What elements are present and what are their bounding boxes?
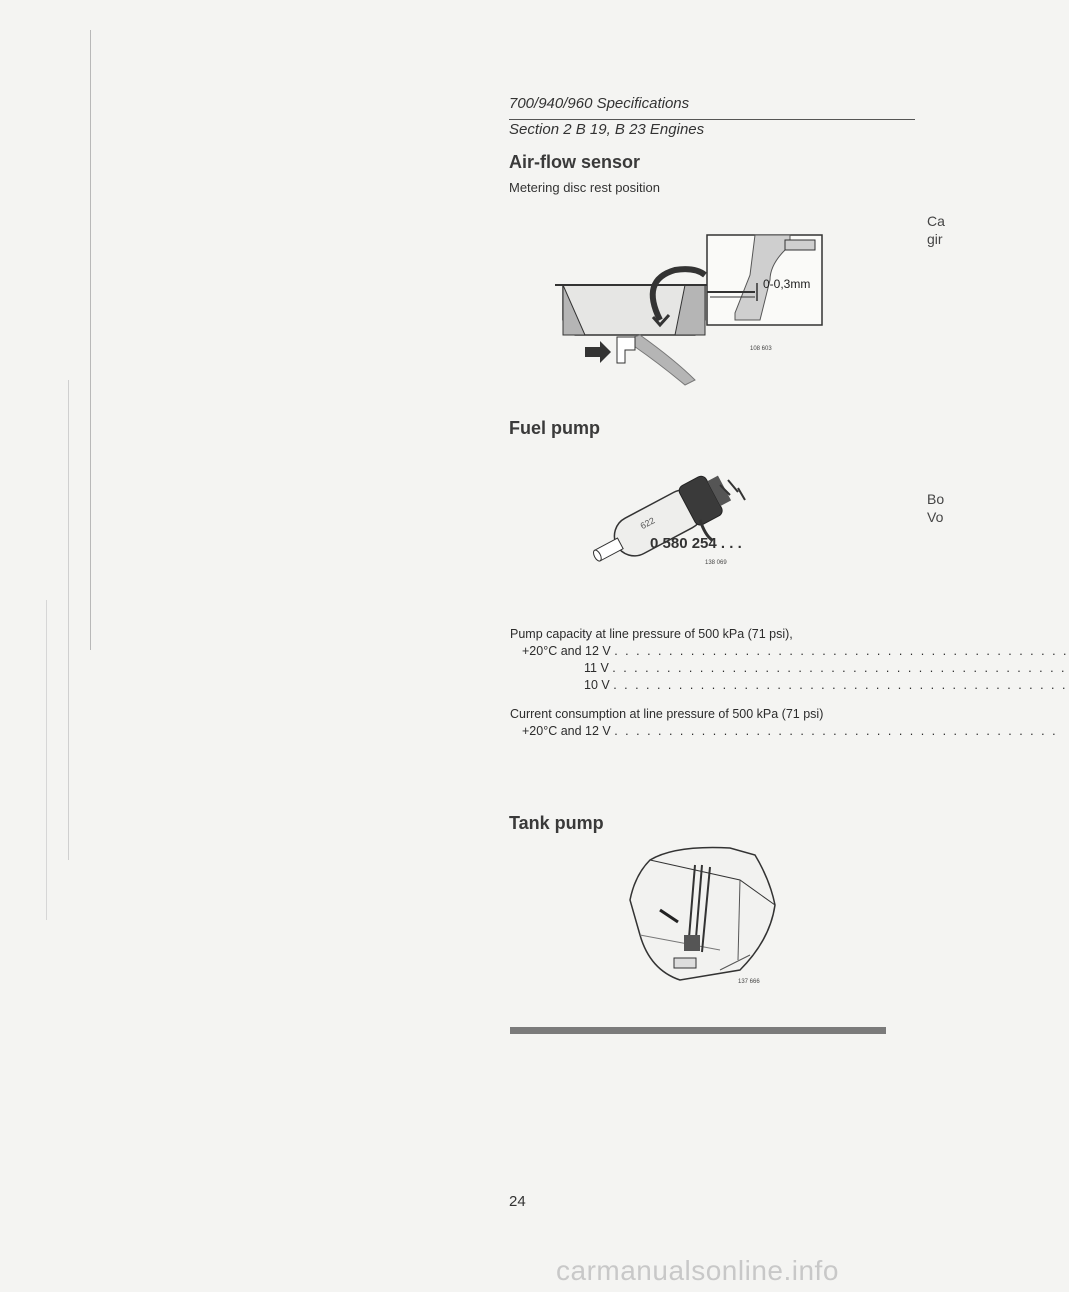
- dimension-label: 0-0,3mm: [763, 277, 811, 291]
- airflow-sensor-diagram: [545, 225, 845, 390]
- bottom-bar: [510, 1027, 886, 1034]
- spec-row: [584, 661, 1067, 675]
- fuel-pump-diagram: [580, 460, 810, 575]
- tank-pump-diagram: [620, 840, 790, 990]
- leader-dots: . . . . . . . . . . . . . . . . . . . . . . . . . . . . . . . . . . . . . . . . .: [614, 724, 1058, 738]
- airflow-subheading: Metering disc rest position: [509, 180, 661, 195]
- airflow-heading: Air-flow sensor: [509, 152, 641, 172]
- gutter-line: [68, 380, 69, 860]
- capacity-label: Pump capacity at line pressure of 500 kPa (71 psi),: [510, 627, 793, 641]
- figure-number: 137 666: [738, 979, 760, 985]
- svg-text:622: 622: [638, 515, 657, 532]
- figure-number: 108 603: [750, 346, 772, 352]
- leader-dots: . . . . . . . . . . . . . . . . . . . . . . . . . . . . . . . . . . . . . . . . . .: [614, 644, 1069, 658]
- leader-dots: . . . . . . . . . . . . . . . . . . . . . . . . . . . . . . . . . . . . . . . . . .: [613, 678, 1068, 692]
- edge-text-line: Bo: [927, 491, 945, 507]
- gutter-line: [90, 30, 91, 650]
- spec-row: [522, 724, 1058, 738]
- leader-dots: . . . . . . . . . . . . . . . . . . . . . . . . . . . . . . . . . . . . . . . . . .: [612, 661, 1067, 675]
- spec-row: [522, 644, 1069, 658]
- figure-number: 138 069: [705, 560, 727, 566]
- spec-row-label: +20°C and 12 V: [522, 724, 611, 738]
- spec-row-label: +20°C and 12 V: [522, 644, 611, 658]
- fuel-pump-heading: Fuel pump: [509, 418, 600, 438]
- edge-text-lower: [927, 490, 944, 526]
- header-rule: [509, 119, 915, 120]
- edge-text-line: Vo: [927, 509, 944, 525]
- edge-text-line: gir: [927, 231, 943, 247]
- gutter-line: [46, 600, 47, 920]
- current-label: Current consumption at line pressure of 500 kPa (71 psi): [510, 707, 824, 721]
- document-title: 700/940/960 Specifications: [509, 95, 690, 112]
- section-title: Section 2 B 19, B 23 Engines: [509, 121, 705, 138]
- spec-row: [584, 678, 1067, 692]
- edge-text-line: Ca: [927, 213, 945, 229]
- spec-row-label: 10 V: [584, 678, 610, 692]
- spec-row-label: 11 V: [584, 661, 609, 675]
- part-number: 0 580 254 . . .: [650, 535, 742, 552]
- page-number: 24: [509, 1193, 526, 1210]
- tank-pump-heading: Tank pump: [509, 813, 604, 833]
- watermark: carmanualsonline.info: [556, 1255, 839, 1286]
- edge-text-upper: [927, 212, 945, 248]
